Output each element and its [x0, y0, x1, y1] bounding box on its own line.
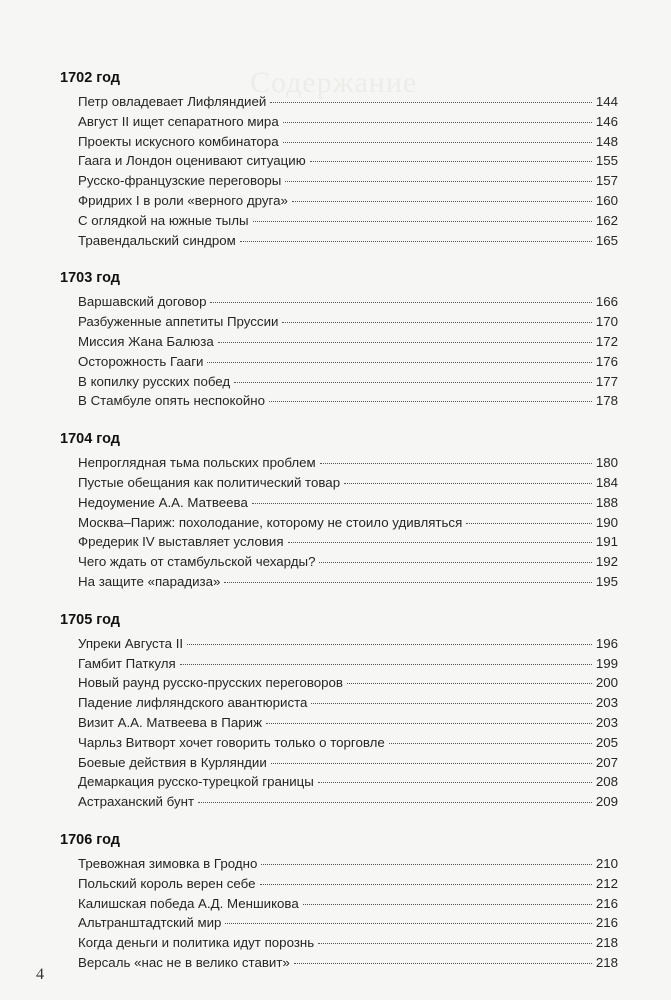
toc-entry — [60, 171, 618, 191]
entry-page-number: 160 — [595, 192, 618, 208]
toc-entry — [60, 572, 618, 592]
toc-entry — [60, 693, 618, 713]
entry-title: Астраханский бунт — [78, 794, 195, 810]
toc-entry — [60, 753, 618, 773]
table-of-contents — [60, 68, 618, 991]
entry-page-number: 216 — [595, 895, 618, 911]
entry-title: Альтранштадтский мир — [78, 915, 222, 931]
entry-title: Проекты искусного комбинатора — [78, 133, 279, 149]
toc-entry — [60, 151, 618, 171]
section-year-heading: 1703 год — [60, 270, 121, 287]
entry-title: Миссия Жана Балюза — [78, 333, 214, 349]
dot-leader — [294, 963, 592, 964]
entry-title: Демаркация русско-турецкой границы — [78, 774, 314, 790]
toc-entry — [60, 372, 618, 392]
dot-leader — [318, 943, 592, 944]
entry-title: Русско-французские переговоры — [78, 173, 282, 189]
section-year-heading: 1706 год — [60, 831, 121, 848]
entry-page-number: 178 — [595, 393, 618, 409]
dot-leader — [318, 782, 592, 783]
dot-leader — [187, 644, 592, 645]
entry-page-number: 203 — [595, 695, 618, 711]
entry-title: Новый раунд русско-прусских переговоров — [78, 675, 343, 691]
toc-section — [60, 68, 618, 250]
toc-entry — [60, 552, 618, 572]
entry-page-number: 165 — [595, 232, 618, 248]
toc-entry — [60, 894, 618, 914]
entry-page-number: 203 — [595, 714, 618, 730]
entry-page-number: 188 — [595, 494, 618, 510]
entry-title: Версаль «нас не в велико ставит» — [78, 954, 290, 970]
entry-title: Москва–Париж: похолодание, которому не стоило удивляться — [78, 514, 463, 530]
dot-leader — [269, 401, 592, 402]
toc-entry — [60, 292, 618, 312]
dot-leader — [310, 161, 592, 162]
entry-title: Осторожность Гааги — [78, 353, 204, 369]
dot-leader — [288, 542, 592, 543]
entry-title: Петр овладевает Лифляндией — [78, 94, 267, 109]
toc-section — [60, 830, 618, 973]
entry-title: Варшавский договор — [78, 294, 207, 310]
entry-title: Недоумение А.А. Матвеева — [78, 494, 248, 510]
entry-title: Падение лифляндского авантюриста — [78, 695, 308, 711]
toc-section — [60, 610, 618, 812]
dot-leader — [207, 362, 591, 363]
dot-leader — [466, 523, 592, 524]
entry-title: В копилку русских побед — [78, 373, 231, 389]
dot-leader — [218, 342, 592, 343]
dot-leader — [320, 463, 592, 464]
entry-page-number: 209 — [595, 794, 618, 810]
entry-page-number: 172 — [595, 333, 618, 349]
dot-leader — [198, 802, 592, 803]
entry-title: Когда деньги и политика идут порознь — [78, 935, 315, 951]
entry-title: Гамбит Паткуля — [78, 655, 176, 671]
entry-title: На защите «парадиза» — [78, 573, 221, 589]
dot-leader — [270, 102, 592, 103]
entry-title: Август II ищет сепаратного мира — [78, 113, 279, 129]
entry-title: Непроглядная тьма польских проблем — [78, 455, 316, 471]
dot-leader — [389, 743, 592, 744]
dot-leader — [292, 201, 592, 202]
entry-page-number: 166 — [595, 294, 618, 310]
entry-page-number: 192 — [595, 554, 618, 570]
dot-leader — [347, 683, 592, 684]
toc-entry — [60, 733, 618, 753]
toc-entry — [60, 92, 618, 112]
entry-page-number: 210 — [595, 855, 618, 871]
entry-title: С оглядкой на южные тылы — [78, 212, 249, 228]
entry-title: Травендальский синдром — [78, 232, 236, 248]
dot-leader — [271, 763, 592, 764]
entry-page-number: 218 — [595, 935, 618, 951]
toc-entry — [60, 132, 618, 152]
toc-entry — [60, 933, 618, 953]
dot-leader — [266, 723, 592, 724]
entry-page-number: 199 — [595, 655, 618, 671]
toc-entry — [60, 874, 618, 894]
entry-page-number: 170 — [595, 314, 618, 330]
entry-title: Гаага и Лондон оценивают ситуацию — [78, 153, 306, 169]
toc-entry — [60, 772, 618, 792]
dot-leader — [260, 884, 592, 885]
toc-entry — [60, 913, 618, 933]
toc-entry — [60, 112, 618, 132]
entry-page-number: 200 — [595, 675, 618, 691]
entry-page-number: 191 — [595, 534, 618, 550]
page-number: 4 — [36, 966, 44, 983]
entry-page-number: 155 — [595, 153, 618, 169]
dot-leader — [210, 302, 591, 303]
entry-page-number: 157 — [595, 173, 618, 189]
toc-entry — [60, 453, 618, 473]
entry-title: Польский король верен себе — [78, 875, 256, 891]
entry-title: Пустые обещания как политический товар — [78, 474, 341, 490]
entry-page-number: 195 — [595, 573, 618, 589]
dot-leader — [253, 221, 592, 222]
toc-entry — [60, 854, 618, 874]
dot-leader — [252, 503, 592, 504]
dot-leader — [283, 142, 592, 143]
entry-page-number: 177 — [595, 373, 618, 389]
entry-page-number: 205 — [595, 734, 618, 750]
entry-title: Фридрих I в роли «верного друга» — [78, 192, 288, 208]
dot-leader — [225, 923, 591, 924]
toc-entry — [60, 391, 618, 411]
toc-entry — [60, 792, 618, 812]
toc-entry — [60, 231, 618, 251]
entry-page-number: 207 — [595, 754, 618, 770]
dot-leader — [319, 562, 591, 563]
entry-page-number: 218 — [595, 954, 618, 970]
entry-title: Тревожная зимовка в Гродно — [78, 855, 258, 871]
toc-entry — [60, 532, 618, 552]
entry-page-number: 216 — [595, 915, 618, 931]
dot-leader — [283, 122, 592, 123]
section-year-heading: 1705 год — [60, 611, 121, 628]
toc-entry — [60, 211, 618, 231]
toc-entry — [60, 191, 618, 211]
toc-section — [60, 268, 618, 411]
entry-title: Визит А.А. Матвеева в Париж — [78, 714, 262, 730]
entry-title: Фредерик IV выставляет условия — [78, 534, 284, 550]
dot-leader — [285, 181, 591, 182]
toc-entry — [60, 513, 618, 533]
dot-leader — [311, 703, 591, 704]
toc-entry — [60, 332, 618, 352]
toc-entry — [60, 634, 618, 654]
toc-entry — [60, 953, 618, 973]
toc-entry — [60, 654, 618, 674]
entry-page-number: 146 — [595, 113, 618, 129]
entry-title: В Стамбуле опять неспокойно — [78, 393, 266, 409]
dot-leader — [224, 582, 591, 583]
entry-title: Чарльз Витворт хочет говорить только о торговле — [78, 734, 385, 750]
dot-leader — [303, 904, 592, 905]
entry-page-number: 190 — [595, 514, 618, 530]
entry-page-number: 180 — [595, 455, 618, 471]
toc-section — [60, 429, 618, 592]
dot-leader — [282, 322, 591, 323]
dot-leader — [234, 382, 592, 383]
toc-entry — [60, 352, 618, 372]
entry-page-number: 162 — [595, 212, 618, 228]
entry-page-number: 196 — [595, 635, 618, 651]
entry-title: Чего ждать от стамбульской чехарды? — [78, 554, 316, 570]
bleed-through-title: Содержание — [250, 66, 418, 99]
entry-title: Калишская победа А.Д. Меншикова — [78, 895, 299, 911]
section-year-heading: 1702 год — [60, 70, 121, 86]
entry-page-number: 144 — [595, 94, 618, 109]
dot-leader — [240, 241, 592, 242]
toc-entry — [60, 713, 618, 733]
toc-entry — [60, 312, 618, 332]
section-year-heading: 1704 год — [60, 431, 121, 448]
entry-title: Боевые действия в Курляндии — [78, 754, 267, 770]
entry-title: Упреки Августа II — [78, 635, 184, 651]
entry-page-number: 176 — [595, 353, 618, 369]
entry-page-number: 208 — [595, 774, 618, 790]
toc-entry — [60, 673, 618, 693]
entry-page-number: 212 — [595, 875, 618, 891]
entry-page-number: 184 — [595, 474, 618, 490]
toc-entry — [60, 493, 618, 513]
dot-leader — [180, 664, 592, 665]
dot-leader — [344, 483, 592, 484]
entry-page-number: 148 — [595, 133, 618, 149]
toc-entry — [60, 473, 618, 493]
entry-title: Разбуженные аппетиты Пруссии — [78, 314, 279, 330]
dot-leader — [261, 864, 591, 865]
